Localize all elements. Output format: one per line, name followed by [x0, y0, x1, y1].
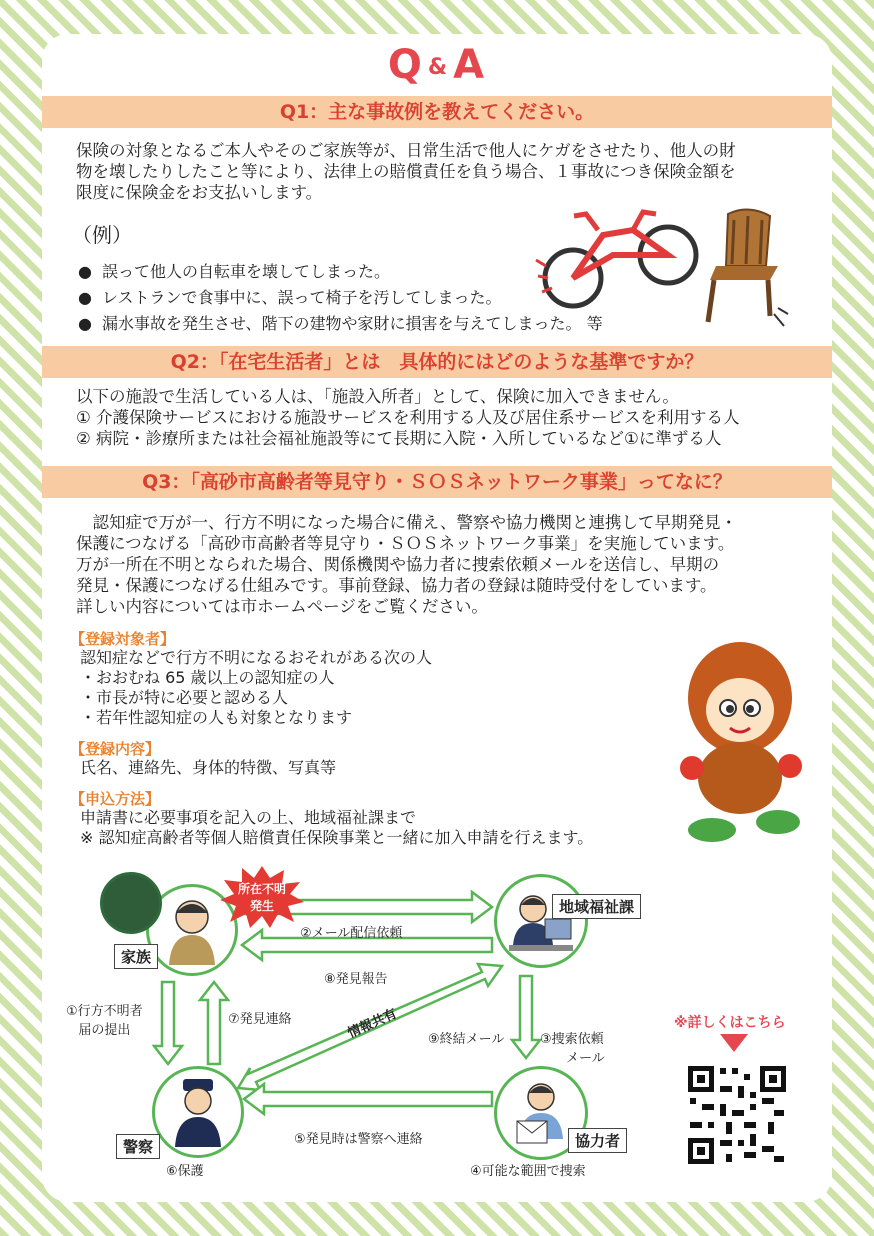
q1-body-line: 限度に保険金をお支払いします。	[76, 183, 323, 202]
apply-heading: 【申込方法】	[70, 790, 161, 808]
step9-label: ⑨終結メール	[428, 1032, 505, 1047]
q2-line: ② 病院・診療所または社会福祉施設等にて長期に入院・入所しているなど①に準ずる人	[76, 429, 722, 448]
step3-line: メール	[566, 1051, 605, 1066]
police-node	[152, 1066, 244, 1158]
welfare-node	[494, 874, 588, 968]
target-line: 認知症などで行方不明になるおそれがある次の人	[80, 648, 433, 667]
title-a: A	[453, 42, 487, 88]
content-card	[42, 34, 832, 1202]
step1-line: ①行方不明者	[66, 1004, 143, 1019]
target-heading: 【登録対象者】	[70, 630, 176, 648]
welfare-label: 地域福祉課	[552, 894, 641, 919]
down-arrow-icon	[720, 1034, 748, 1052]
step1-label	[66, 1000, 143, 1038]
step7-label: ⑦発見連絡	[228, 1012, 292, 1027]
target-line: ・おおむね 65 歳以上の認知症の人	[80, 668, 335, 687]
title-amp: &	[427, 54, 450, 80]
elderly-icon	[100, 872, 162, 934]
q1-example-label: （例）	[72, 223, 132, 247]
q1-heading: Q1：主な事故例を教えてください。	[42, 96, 832, 128]
q1-example-item: ● 誤って他人の自転車を壊してしまった。	[78, 262, 390, 282]
police-officer-icon	[169, 1075, 227, 1147]
step2-label: ②メール配信依頼	[300, 926, 403, 941]
q1-example-item: ● 漏水事故を発生させ、階下の建物や家財に損害を与えてしまった。 等	[78, 314, 603, 334]
helper-person-icon	[511, 1077, 571, 1147]
qr-caption: ※詳しくはこちら	[674, 1015, 786, 1031]
step6-label: ⑥保護	[166, 1164, 204, 1179]
step3-line: ③捜索依頼	[540, 1032, 604, 1047]
q2-line: ① 介護保険サービスにおける施設サービスを利用する人及び居住系サービスを利用する人	[76, 408, 740, 427]
qr-code-icon[interactable]	[686, 1064, 788, 1166]
step5-label: ⑤発見時は警察へ連絡	[294, 1132, 423, 1147]
q3-body-line: 詳しい内容については市ホームページをご覧ください。	[76, 597, 488, 616]
family-person-icon	[163, 895, 221, 965]
helper-label: 協力者	[568, 1128, 627, 1153]
apply-line: 申請書に必要事項を記入の上、地域福祉課まで	[80, 808, 417, 827]
q2-heading: Q2：「在宅生活者」とは 具体的にはどのような基準ですか？	[42, 346, 832, 378]
q1-body-line: 物を壊したりしたこと等により、法律上の賠償責任を負う場合、１事故につき保険金額を	[76, 162, 736, 181]
content-line: 氏名、連絡先、身体的特徴、写真等	[80, 758, 337, 777]
q3-body-line: 万が一所在不明となられた場合、関係機関や協力者に捜索依頼メールを送信し、早期の	[76, 555, 720, 574]
q1-example-item: ● レストランで食事中に、誤って椅子を汚してしまった。	[78, 288, 502, 308]
step3-label	[540, 1028, 605, 1066]
missing-alert-line: 発生	[249, 899, 274, 913]
info-share-label: 情報共有	[345, 1006, 400, 1042]
content-heading: 【登録内容】	[70, 740, 161, 758]
apply-line: ※ 認知症高齢者等個人賠償責任保険事業と一緒に加入申請を行えます。	[80, 828, 594, 847]
police-label: 警察	[116, 1134, 160, 1159]
title-q: Q	[387, 42, 424, 88]
q3-body-line: 発見・保護につなげる仕組みです。事前登録、協力者の登録は随時受付をしています。	[76, 576, 717, 595]
family-label: 家族	[114, 944, 158, 969]
q1-body-line: 保険の対象となるご本人やそのご家族等が、日常生活で他人にケガをさせたり、他人の財	[76, 141, 736, 160]
step1-line: 届の提出	[78, 1023, 131, 1038]
q3-body-line: 保護につなげる「高砂市高齢者等見守り・ＳＯＳネットワーク事業」を実施しています。	[76, 534, 735, 553]
q3-heading: Q3：「高砂市高齢者等見守り・ＳＯＳネットワーク事業」ってなに？	[42, 466, 832, 498]
q2-line: 以下の施設で生活している人は、「施設入所者」として、保険に加入できません。	[76, 387, 679, 406]
step8-label: ⑧発見報告	[324, 972, 388, 987]
target-line: ・市長が特に必要と認める人	[80, 688, 289, 707]
missing-alert-line: 所在不明	[238, 882, 287, 896]
missing-alert-text	[238, 880, 286, 914]
q3-body-line: 認知症で万が一、行方不明になった場合に備え、警察や協力機関と連携して早期発見・	[76, 513, 737, 532]
target-line: ・若年性認知症の人も対象となります	[80, 708, 353, 727]
step4-label: ④可能な範囲で捜索	[470, 1164, 586, 1179]
